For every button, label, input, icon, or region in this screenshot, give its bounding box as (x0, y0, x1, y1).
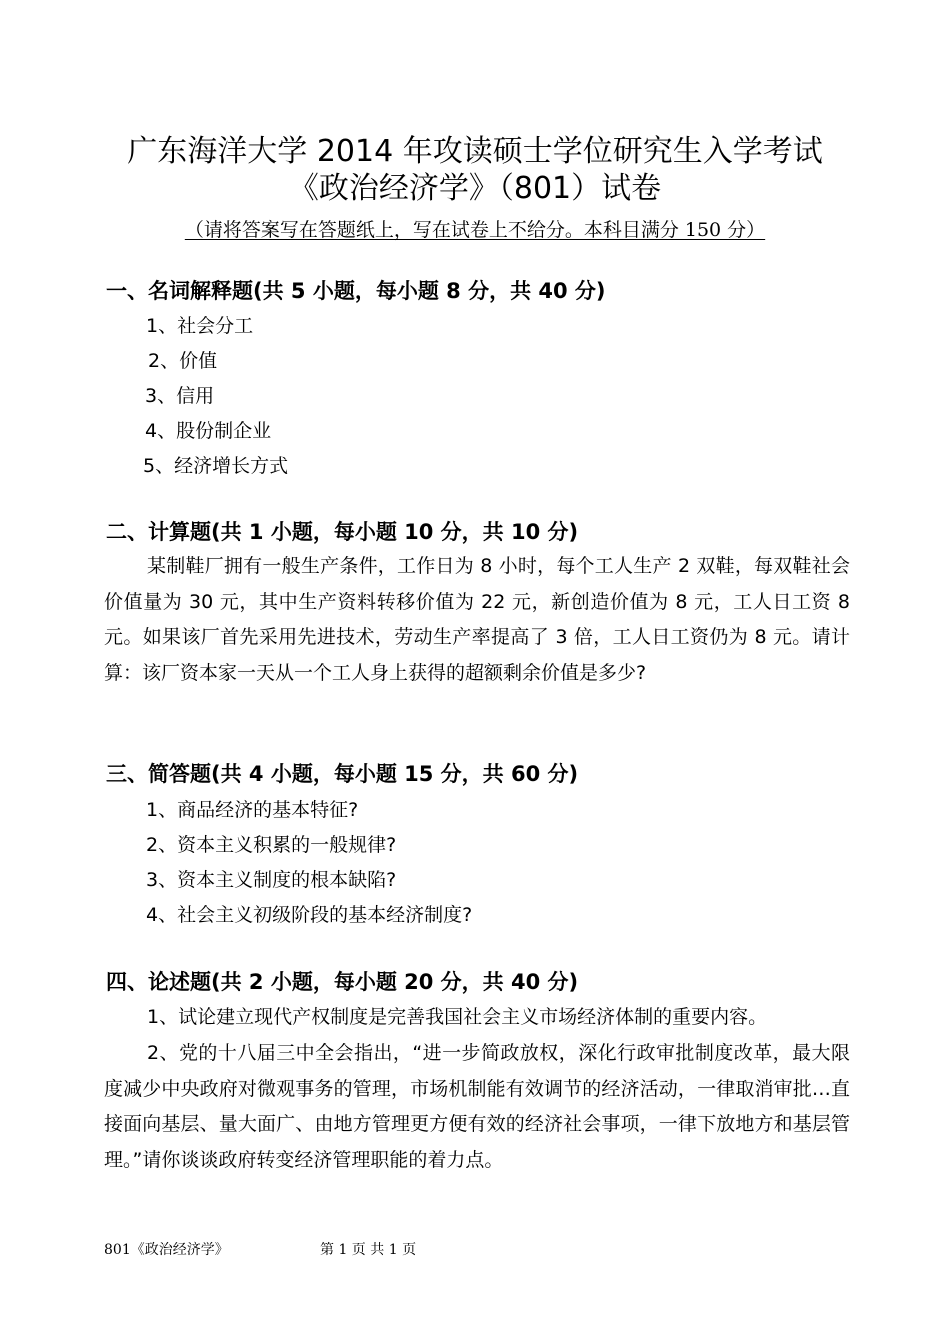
term-item: 3、信用 (145, 385, 215, 407)
section-heading-essay: 四、论述题(共 2 小题，每小题 20 分，共 40 分) (106, 970, 579, 994)
essay-item: 1、试论建立现代产权制度是完善我国社会主义市场经济体制的重要内容。 (147, 1006, 768, 1028)
term-item: 5、经济增长方式 (143, 455, 289, 477)
short-answer-item: 1、商品经济的基本特征? (146, 799, 359, 821)
short-answer-item: 3、资本主义制度的根本缺陷? (146, 869, 397, 891)
footer-course: 801《政治经济学》 (104, 1242, 229, 1258)
calculation-question: 某制鞋厂拥有一般生产条件，工作日为 8 小时，每个工人生产 2 双鞋，每双鞋社会价值量为 30 元，其中生产资料转移价值为 22 元，新创造价值为 8 元，工人日工资 8 元。如果该厂首先采用先进技术，劳动生产率提高了 3 倍，工人日工资仍为 8 元。请计算：该厂资本家一天从一个工人身上获得的超额剩余价值是多少? (104, 555, 850, 684)
exam-title: 广东海洋大学 2014 年攻读硕士学位研究生入学考试 (127, 134, 823, 169)
short-answer-item: 4、社会主义初级阶段的基本经济制度? (146, 904, 473, 926)
term-item: 1、社会分工 (146, 315, 254, 337)
section-heading-calculation: 二、计算题(共 1 小题，每小题 10 分，共 10 分) (106, 520, 579, 544)
term-item: 2、价值 (148, 350, 218, 372)
section-heading-terms: 一、名词解释题(共 5 小题，每小题 8 分，共 40 分) (106, 279, 606, 303)
essay-item: 2、党的十八届三中全会指出，“进一步简政放权，深化行政审批制度改革，最大限度减少中央政府对微观事务的管理，市场机制能有效调节的经济活动，一律取消审批…直接面向基层、量大面广、由地方管理更方便有效的经济社会事项，一律下放地方和基层管理。”请你谈谈政府转变经济管理职能的着力点。 (104, 1042, 850, 1171)
footer-page-info: 第 1 页 共 1 页 (320, 1242, 417, 1258)
section-heading-short-answer: 三、简答题(共 4 小题，每小题 15 分，共 60 分) (106, 762, 579, 786)
notice-text: （请将答案写在答题纸上，写在试卷上不给分。本科目满分 150 分） (184, 219, 766, 241)
term-item: 4、股份制企业 (145, 420, 272, 442)
short-answer-item: 2、资本主义积累的一般规律? (146, 834, 397, 856)
exam-notice (0, 217, 950, 243)
exam-subtitle: 《政治经济学》（801）试卷 (288, 171, 662, 206)
